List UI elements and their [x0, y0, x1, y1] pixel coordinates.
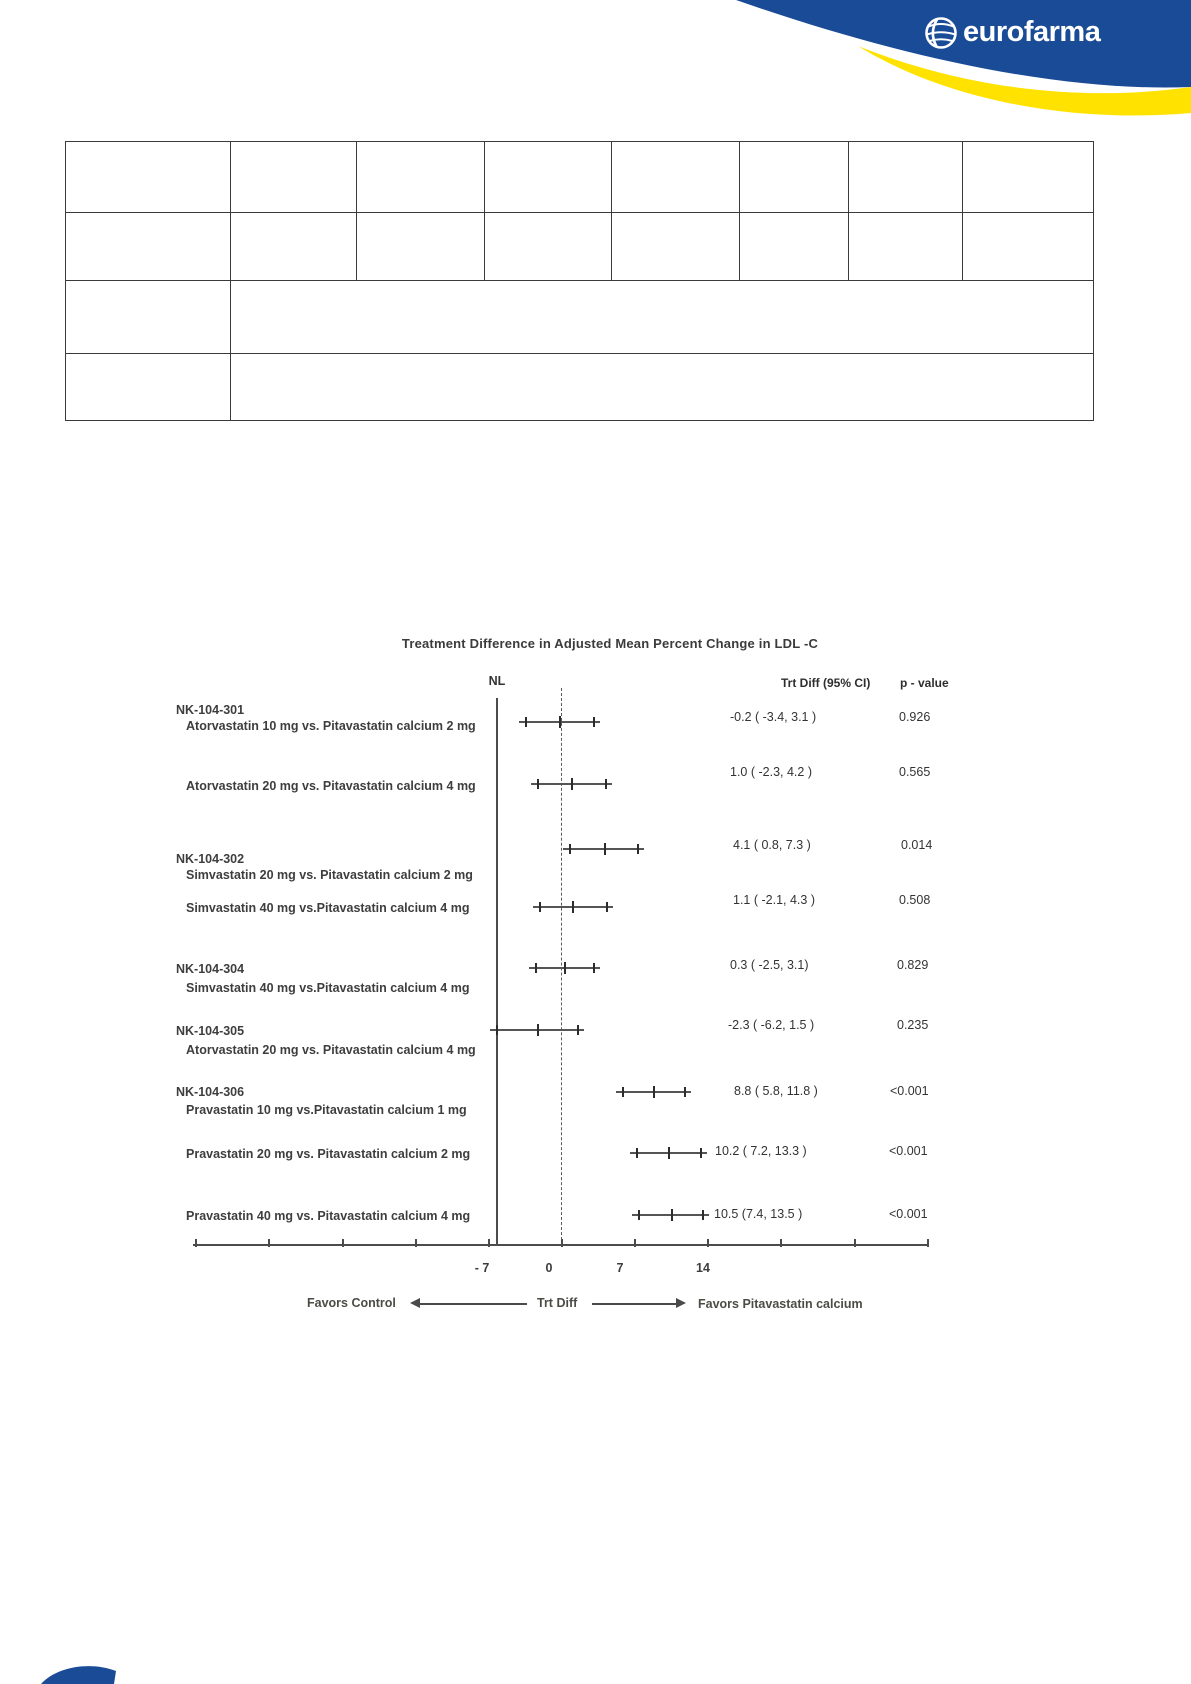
x-axis-tick — [268, 1239, 270, 1247]
study-id-label: NK-104-305 — [176, 1024, 245, 1038]
eurofarma-logo-text: eurofarma — [963, 16, 1101, 48]
trt-diff-value: 10.5 (7.4, 13.5 ) — [714, 1207, 803, 1221]
ci-cap — [569, 844, 571, 854]
ci-cap — [637, 844, 639, 854]
comparison-label: Atorvastatin 10 mg vs. Pitavastatin calcium 2 mg — [186, 719, 476, 733]
trt-diff-value: 4.1 ( 0.8, 7.3 ) — [733, 838, 811, 852]
table-cell — [231, 354, 1094, 421]
ci-cap — [653, 1086, 655, 1098]
table-row — [66, 213, 1094, 281]
ci-cap — [605, 779, 607, 789]
table-row — [66, 142, 1094, 213]
trt-diff-value: -0.2 ( -3.4, 3.1 ) — [730, 710, 817, 724]
x-axis-tick — [707, 1239, 709, 1247]
table-cell — [485, 142, 612, 213]
p-value: 0.235 — [897, 1018, 929, 1032]
chart-title: Treatment Difference in Adjusted Mean Percent Change in LDL -C — [401, 636, 819, 651]
table-cell — [231, 213, 357, 281]
x-tick-label: - 7 — [474, 1261, 490, 1275]
comparison-label: Simvastatin 40 mg vs.Pitavastatin calcium 4 mg — [186, 901, 470, 915]
table-cell — [849, 142, 963, 213]
x-axis-tick — [561, 1239, 563, 1247]
x-tick-label: 7 — [616, 1261, 624, 1275]
footer-wave-fragment — [38, 1663, 122, 1684]
table-cell — [357, 142, 485, 213]
table-cell — [66, 281, 231, 354]
study-id-label: NK-104-302 — [176, 852, 245, 866]
ci-cap — [638, 1210, 640, 1220]
table-cell — [740, 142, 849, 213]
comparison-label: Pravastatin 20 mg vs. Pitavastatin calcium 2 mg — [186, 1147, 471, 1161]
table-cell — [963, 142, 1094, 213]
trt-diff-axis-label: Trt Diff — [537, 1296, 578, 1310]
left-arrow-line — [419, 1303, 527, 1305]
x-axis-tick — [927, 1239, 929, 1247]
ci-cap — [564, 962, 566, 974]
table-row — [66, 354, 1094, 421]
ci-cap — [636, 1148, 638, 1158]
ci-cap — [668, 1147, 670, 1159]
ci-cap — [622, 1087, 624, 1097]
ci-cap — [593, 963, 595, 973]
x-axis-tick — [854, 1239, 856, 1247]
comparison-label: Simvastatin 20 mg vs. Pitavastatin calcium 2 mg — [186, 868, 473, 882]
comparison-label: Atorvastatin 20 mg vs. Pitavastatin calcium 4 mg — [186, 1043, 476, 1057]
right-arrow-line — [592, 1303, 676, 1305]
ci-cap — [702, 1210, 704, 1220]
study-id-label: NK-104-301 — [176, 703, 245, 717]
ci-cap — [537, 779, 539, 789]
column-header-p-value: p - value — [900, 676, 949, 690]
ci-cap — [700, 1148, 702, 1158]
ci-cap — [671, 1209, 673, 1221]
ci-cap — [525, 717, 527, 727]
table-cell — [66, 354, 231, 421]
table-cell — [231, 142, 357, 213]
table-cell — [963, 213, 1094, 281]
ci-cap — [572, 901, 574, 913]
study-id-label: NK-104-304 — [176, 962, 245, 976]
x-tick-label: 14 — [696, 1261, 710, 1275]
table-cell — [612, 142, 740, 213]
trt-diff-value: -2.3 ( -6.2, 1.5 ) — [728, 1018, 815, 1032]
ci-cap — [593, 717, 595, 727]
ci-cap — [537, 1024, 539, 1036]
table-cell — [357, 213, 485, 281]
comparison-label: Pravastatin 40 mg vs. Pitavastatin calcium 4 mg — [186, 1209, 471, 1223]
nl-line-label: NL — [488, 674, 506, 688]
trt-diff-value: 1.1 ( -2.1, 4.3 ) — [733, 893, 815, 907]
trt-diff-value: 8.8 ( 5.8, 11.8 ) — [734, 1084, 818, 1098]
favors-control-label: Favors Control — [307, 1296, 396, 1310]
ci-cap — [571, 778, 573, 790]
empty-data-table — [65, 141, 1094, 421]
table-cell — [66, 213, 231, 281]
nl-reference-line — [496, 698, 498, 1245]
trt-diff-value: 1.0 ( -2.3, 4.2 ) — [730, 765, 812, 779]
right-arrow-icon — [676, 1298, 686, 1308]
x-axis-tick — [195, 1239, 197, 1247]
x-tick-label: 0 — [545, 1261, 553, 1275]
table-cell — [485, 213, 612, 281]
ci-cap — [684, 1087, 686, 1097]
comparison-label: Simvastatin 40 mg vs.Pitavastatin calcium 4 mg — [186, 981, 470, 995]
table-cell — [740, 213, 849, 281]
p-value: 0.508 — [899, 893, 931, 907]
ci-cap — [559, 716, 561, 728]
ci-cap — [496, 1025, 498, 1035]
ci-cap — [606, 902, 608, 912]
trt-diff-value: 10.2 ( 7.2, 13.3 ) — [715, 1144, 807, 1158]
column-header-trt-diff: Trt Diff (95% CI) — [781, 676, 871, 690]
table-row — [66, 281, 1094, 354]
x-axis-tick — [415, 1239, 417, 1247]
ci-cap — [535, 963, 537, 973]
p-value: 0.014 — [901, 838, 933, 852]
trt-diff-value: 0.3 ( -2.5, 3.1) — [730, 958, 809, 972]
table-cell — [849, 213, 963, 281]
x-axis-tick — [780, 1239, 782, 1247]
comparison-label: Atorvastatin 20 mg vs. Pitavastatin calcium 4 mg — [186, 779, 476, 793]
table-cell — [612, 213, 740, 281]
table-cell — [231, 281, 1094, 354]
x-axis-tick — [634, 1239, 636, 1247]
p-value: <0.001 — [889, 1144, 928, 1158]
table-cell — [66, 142, 231, 213]
p-value: <0.001 — [890, 1084, 929, 1098]
p-value: 0.829 — [897, 958, 929, 972]
favors-pitavastatin-label: Favors Pitavastatin calcium — [698, 1297, 863, 1311]
ci-cap — [577, 1025, 579, 1035]
p-value: <0.001 — [889, 1207, 928, 1221]
ci-cap — [604, 843, 606, 855]
p-value: 0.565 — [899, 765, 931, 779]
study-id-label: NK-104-306 — [176, 1085, 245, 1099]
comparison-label: Pravastatin 10 mg vs.Pitavastatin calcium 1 mg — [186, 1103, 467, 1117]
x-axis-tick — [342, 1239, 344, 1247]
p-value: 0.926 — [899, 710, 931, 724]
ci-cap — [539, 902, 541, 912]
x-axis-tick — [488, 1239, 490, 1247]
